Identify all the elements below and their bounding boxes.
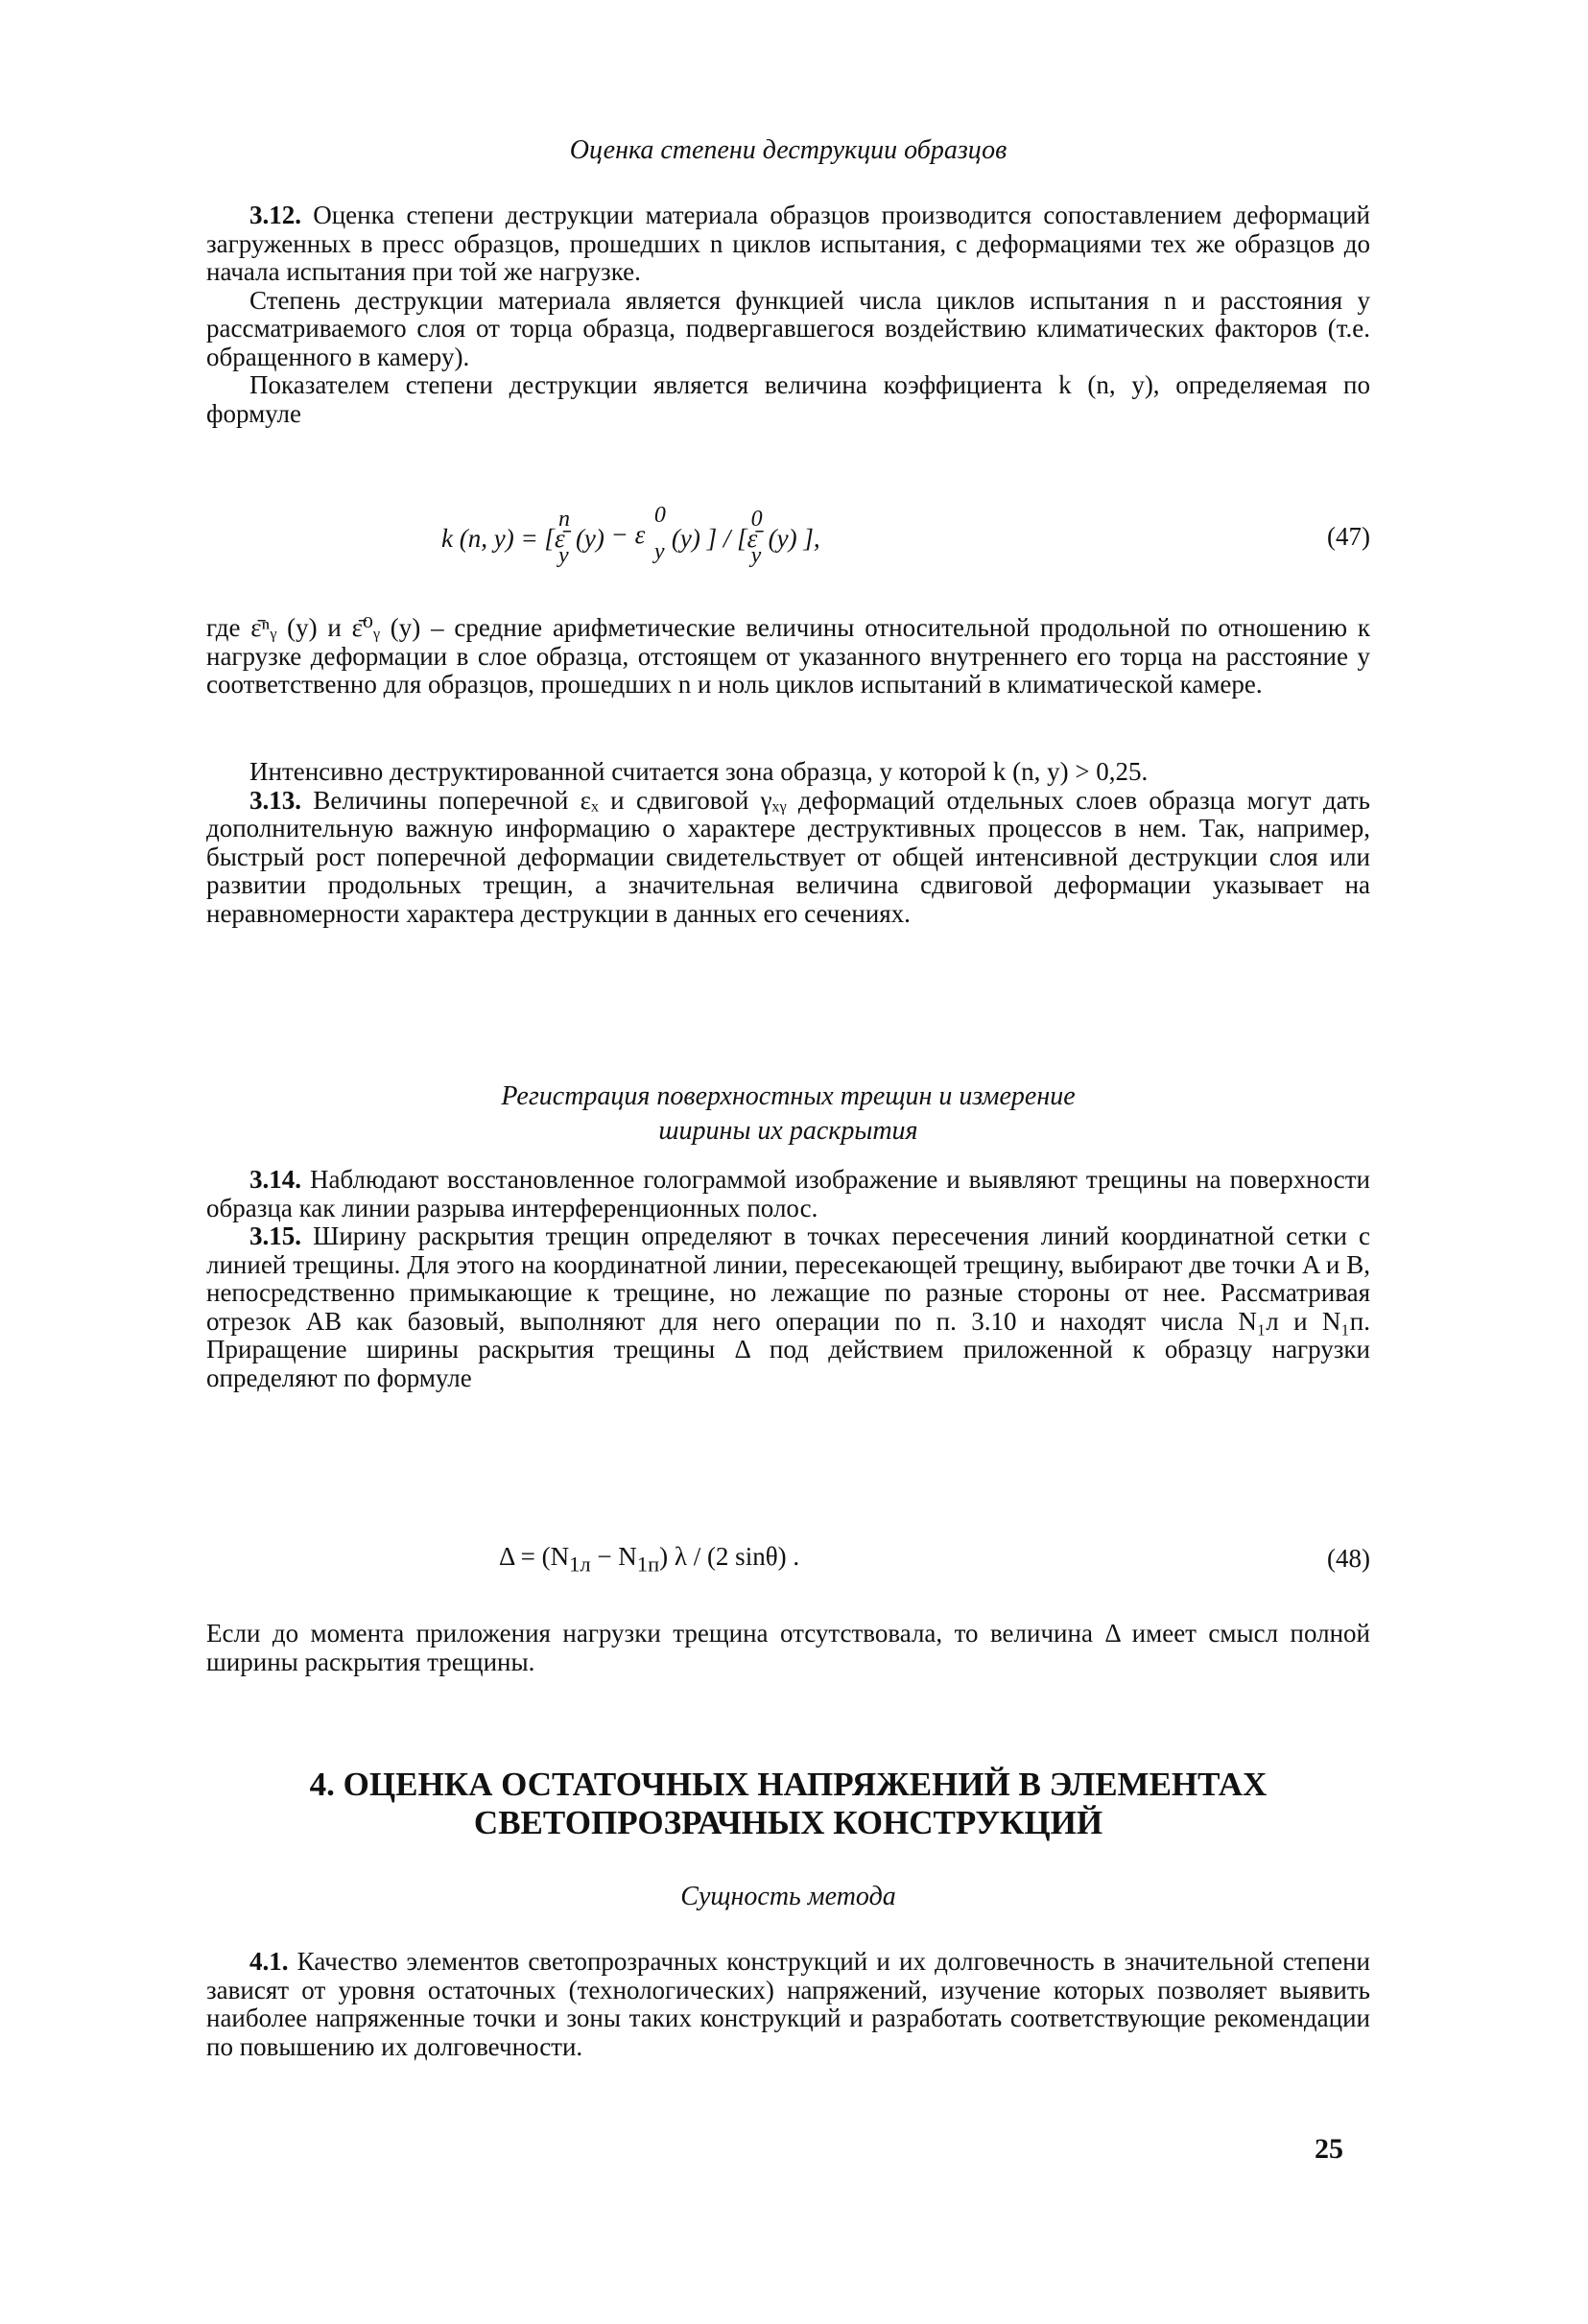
paragraph-text: где ε̄ⁿᵧ (y) и ε̄⁰ᵧ (y) – средние арифметические величины относительной продольной по отношению к нагрузке деформации в слое образца, отстоящем от указанного внутреннего его торца на расстояние y соответственно для образцов, прошедших n и ноль циклов испытаний в климатической камере.: [206, 613, 1370, 699]
heading-line: ширины их раскрытия: [658, 1116, 918, 1146]
section-heading-destruction: Оценка степени деструкции образцов: [569, 135, 1007, 165]
formula-text: y: [557, 543, 569, 568]
formula-text: ε̄: [554, 524, 565, 553]
clause-number: 3.15.: [249, 1221, 301, 1250]
section-heading-cracks: [206, 1079, 1370, 1149]
clause-number: 4.1.: [249, 1947, 289, 1976]
formula-text: 1л: [569, 1552, 591, 1577]
page-number: 25: [1315, 2133, 1343, 2165]
paragraph-text: Показателем степени деструкции является величина коэффициента k (n, y), определяемая по формуле: [206, 370, 1370, 428]
paragraph-text: Если до момента приложения нагрузки трещина отсутствовала, то величина Δ имеет смысл полной ширины раскрытия трещины.: [206, 1619, 1370, 1676]
paragraph-4-1: [206, 1948, 1370, 2061]
section-heading-method: Сущность метода: [680, 1882, 896, 1911]
paragraph-text: Качество элементов светопрозрачных конструкций и их долговечность в значительной степени зависят от уровня остаточных (технологических) напряжений, изучение которых позволяет выявить наиболее напряженные точки и зоны таких конструкций и разработать соответствующие рекомендации по повышению их долговечности.: [206, 1947, 1370, 2061]
formula-text: (y) ] / [: [671, 524, 747, 553]
paragraph-3-13: [206, 758, 1370, 928]
formula-text: Δ = (N: [499, 1542, 570, 1571]
heading-line: СВЕТОПРОЗРАЧНЫХ КОНСТРУКЦИЙ: [473, 1804, 1103, 1841]
paragraph-3-12: [206, 202, 1370, 428]
formula-text: n: [557, 507, 570, 532]
formula-text: − ε: [604, 520, 646, 549]
heading-line: Регистрация поверхностных трещин и измерение: [501, 1081, 1076, 1111]
clause-number: 3.13.: [249, 785, 301, 815]
paragraph-text: Интенсивно деструктированной считается зона образца, у которой k (n, y) > 0,25.: [249, 757, 1149, 786]
paragraph-definition: [206, 614, 1370, 700]
paragraph-text: Наблюдают восстановленное голограммой изображение и выявляют трещины на поверхности образца как линии разрыва интерференционных полос.: [206, 1165, 1370, 1222]
paragraph-text: Ширину раскрытия трещин определяют в точках пересечения линий координатной сетки с линией трещины. Для этого на координатной линии, пересекающей трещину, выбирают две точки A и B, непосредственно примыкающие к трещине, но лежащие по разные стороны от нее. Рассматривая отрезок AB как базовый, выполняют для него операции по п. 3.10 и находят числа N₁л и N₁п. Приращение ширины раскрытия трещины Δ под действием приложенной к образцу нагрузки определяют по формуле: [206, 1221, 1370, 1392]
formula-text: y: [653, 539, 665, 564]
equation-number: (47): [1327, 522, 1370, 551]
paragraph-text: Оценка степени деструкции материала образцов производится сопоставлением деформаций загруженных в пресс образцов, прошедших n циклов испытания, с деформациями тех же образцов до начала испытания при той же нагрузке.: [206, 201, 1370, 286]
clause-number: 3.14.: [249, 1165, 301, 1194]
heading-line: 4. ОЦЕНКА ОСТАТОЧНЫХ НАПРЯЖЕНИЙ В ЭЛЕМЕНТАХ: [309, 1766, 1268, 1803]
chapter-heading: [206, 1766, 1370, 1842]
formula-47: [206, 503, 1370, 571]
formula-text: k (n, y) = [: [441, 524, 555, 553]
formula-text: 1п: [636, 1552, 660, 1577]
formula-text: 0: [653, 503, 666, 528]
formula-48: [206, 1535, 1370, 1593]
formula-text: ε̄: [747, 524, 758, 553]
paragraph-text: Величины поперечной εₓ и сдвиговой γₓᵧ деформаций отдельных слоев образца могут дать дополнительную важную информацию о характере деструктивных процессов в нем. Так, например, быстрый рост поперечной деформации свидетельствует от общей интенсивной деструкции слоя или развитии продольных трещин, а значительная величина сдвиговой деформации указывает на неравномерности характера деструкции в данных его сечениях.: [206, 785, 1370, 928]
formula-text: (y): [575, 524, 604, 553]
formula-text: y: [750, 543, 762, 568]
formula-text: (y) ],: [768, 524, 820, 553]
paragraph-crack-note: [206, 1620, 1370, 1676]
paragraph-text: Степень деструкции материала является функцией числа циклов испытания n и расстояния y рассматриваемого слоя от торца образца, подвергавшегося воздействию климатических факторов (т.е. обращенного в камеру).: [206, 285, 1370, 371]
paragraph-3-14-3-15: [206, 1166, 1370, 1392]
equation-number: (48): [1327, 1544, 1370, 1573]
formula-text: 0: [750, 507, 763, 532]
formula-text: ) λ / (2 sinθ) .: [659, 1542, 800, 1571]
formula-text: − N: [590, 1542, 637, 1571]
clause-number: 3.12.: [249, 201, 301, 229]
